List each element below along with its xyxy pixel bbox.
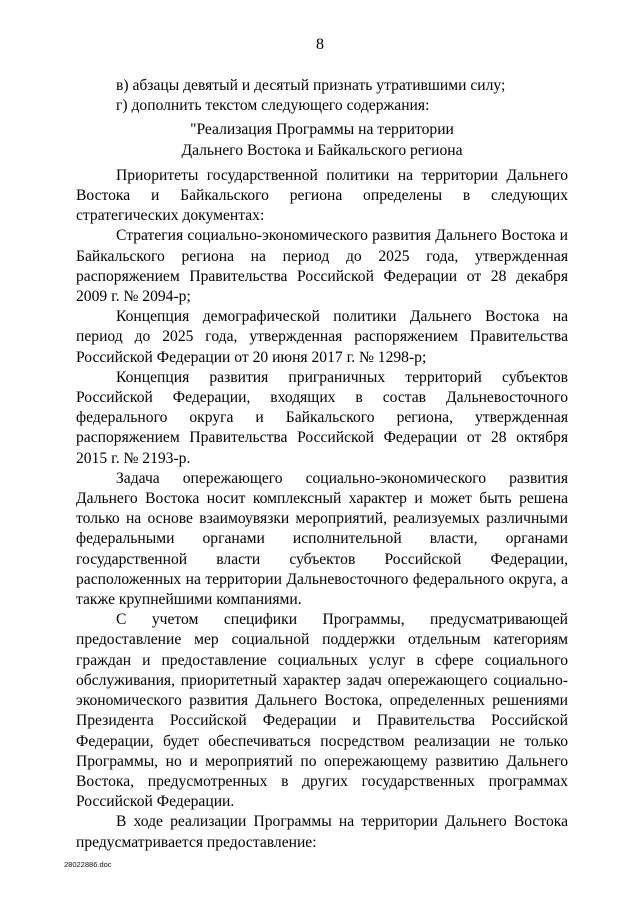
paragraph-program-implementation: В ходе реализации Программы на территории Дальнего Востока предусматривается предоставление:: [76, 813, 568, 851]
list-item-v: в) абзацы девятый и десятый признать утратившими силу;: [116, 77, 506, 94]
paragraph-priorities: Приоритеты государственной политики на территории Дальнего Востока и Байкальского региона определены в следующих стратегических документах:: [76, 166, 568, 225]
document-body: [76, 76, 568, 853]
section-heading-line-2: Дальнего Востока и Байкальского региона: [181, 141, 463, 159]
list-item-g: г) дополнить текстом следующего содержания:: [116, 97, 430, 115]
page-number: 8: [316, 36, 324, 53]
paragraph-advanced-development-task: Задача опережающего социально-экономического развития Дальнего Востока носит комплексный характер и может быть решена только на основе взаимоувязки мероприятий, реализуемых различными федеральными органами исполнительной власти, органами государственной власти субъектов Российской Федерации, расположенных на территории Дальневосточного федерального округа, а также крупнейшими компаниями.: [76, 469, 568, 609]
section-heading-line-1: "Реализация Программы на территории: [190, 121, 454, 139]
section-heading: [76, 120, 568, 160]
document-file-code: 28022886.doc: [64, 860, 112, 869]
paragraph-program-specifics: С учетом специфики Программы, предусматривающей предоставление мер социальной поддержки отдельным категориям граждан и предоставление социальных услуг в сфере социального обслуживания, приоритетный характер задач опережающего социально-экономического развития Дальнего Востока, определенных решениями Президента Российской Федерации и Правительства Российской Федерации, будет обеспечиваться посредством реализации не только Программы, но и мероприятий по опережающему развитию Дальнего Востока, предусмотренных в других государственных программах Российской Федерации.: [76, 611, 568, 811]
paragraph-strategy: Стратегия социально-экономического развития Дальнего Востока и Байкальского региона на период до 2025 года, утвержденная распоряжением Правительства Российской Федерации от 28 декабря 2009 г. № 2094-р;: [76, 227, 568, 306]
paragraph-border-territories-concept: Концепция развития приграничных территорий субъектов Российской Федерации, входящих в состав Дальневосточного федерального округа и Байкальского региона, утвержденная распоряжением Правительства Российской Федерации от 28 октября 2015 г. № 2193-р.: [76, 368, 568, 467]
paragraph-demographic-concept: Концепция демографической политики Дальнего Востока на период до 2025 года, утвержденная распоряжением Правительства Российской Федерации от 20 июня 2017 г. № 1298-р;: [76, 308, 568, 366]
